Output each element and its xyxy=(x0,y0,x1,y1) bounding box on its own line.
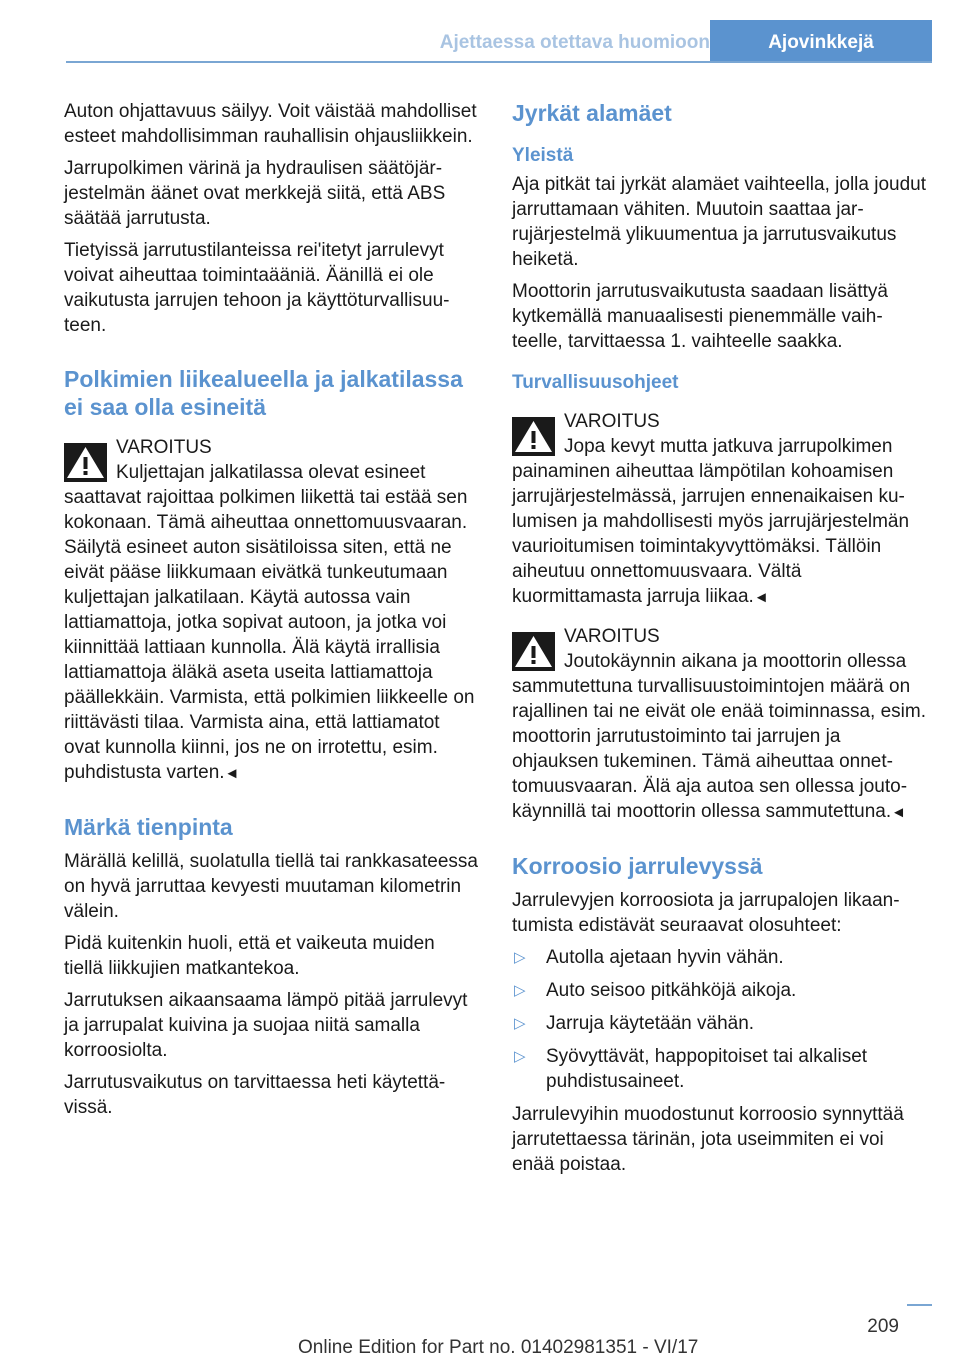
paragraph: Moottorin jarrutusvaikutusta saadaan lisättyä kytkemällä manuaalisesti pienemmälle vaihteelle, tarvittaessa 1. vaihteelle saakka. xyxy=(512,281,888,352)
page-header xyxy=(66,0,932,62)
chapter-tab: Ajovinkkejä xyxy=(710,20,932,63)
heading-wet-road: Märkä tienpinta xyxy=(64,814,233,840)
heading-pedals: Polkimien liikealueella ja jalkatilassa ei saa olla esineitä xyxy=(64,366,463,420)
left-column xyxy=(64,99,479,1127)
warning-first-line: Kuljettajan jalkatilassa olevat esineet xyxy=(116,462,426,483)
header-rule xyxy=(66,61,932,63)
warning-title: VAROITUS xyxy=(564,626,660,647)
subheading-general: Yleistä xyxy=(512,145,574,166)
list-item: ▷ Syövyttävät, happopitoiset tai alkaliset puhdistusaineet. xyxy=(514,1046,868,1092)
paragraph: Jarrutusvaikutus on tarvittaessa heti käytettävissä. xyxy=(64,1072,446,1118)
paragraph: Jarrulevyjen korroosiota ja jarrupalojen likaantumista edistävät seuraavat olosuhteet: xyxy=(512,890,900,936)
warning-block xyxy=(512,624,926,825)
paragraph: Märällä kelillä, suolatulla tiellä tai rankkasateessa on hyvä jarruttaa kevyesti muutaman kilometrin välein. xyxy=(64,851,478,922)
warning-text: saattavat rajoittaa polkimen liikettä tai estää sen kokonaan. Tämä aiheuttaa onnettomuusvaaran. Säilytä esineet auton sisätiloissa siten, että ne eivät pääse liikkumaan eivätkä tunkeutumaan kuljettajan jalkatilaan. Käytä autossa vain lattiamattoja, jotka sopivat autoon, ja jotka voi kiinnittää lattiaan kunnolla. Älä käytä irrallisia lattiamattoja äläkä aseta useita lattiamattoja päällekkäin. Varmista, että polkimien liikkeelle on riittävästi tilaa. Varmista aina, että lattiamatot ovat kunnolla kiinni, jos ne on irrotettu, esim. puhdistusta varten. xyxy=(64,487,475,783)
warning-title: VAROITUS xyxy=(116,437,212,458)
warning-triangle-icon xyxy=(64,443,107,482)
end-mark-icon: ◄ xyxy=(891,804,906,821)
list-item: ▷ Auto seisoo pitkähköjä aikoja. xyxy=(514,980,797,1001)
warning-title: VAROITUS xyxy=(564,411,660,432)
list-item: ▷ Jarruja käytetään vähän. xyxy=(514,1013,755,1034)
paragraph: Auton ohjattavuus säilyy. Voit väistää mahdolliset esteet mahdollisimman rauhallisin ohjausliikkein. xyxy=(64,101,477,147)
end-mark-icon: ◄ xyxy=(224,765,240,782)
warning-block xyxy=(512,409,926,610)
bullet-triangle-icon: ▷ xyxy=(514,1048,526,1065)
page-number: 209 xyxy=(867,1316,899,1337)
warning-first-line: Jopa kevyt mutta jatkuva jarrupolkimen xyxy=(564,436,893,457)
heading-corrosion: Korroosio jarrulevyssä xyxy=(512,853,763,879)
list-item: ▷ Autolla ajetaan hyvin vähän. xyxy=(514,947,784,968)
bullet-triangle-icon: ▷ xyxy=(514,949,526,966)
condition-list xyxy=(512,945,926,1094)
bullet-triangle-icon: ▷ xyxy=(514,982,526,999)
warning-text: painaminen aiheuttaa lämpötilan kohoamisen jarrujärjestelmässä, jarrujen ennenaikaisen kulumisen ja mahdollisesti myös jarrujärjestelmän vaurioitumisen toimintakyvyttömäksi. Tällöin aiheutuu onnettomuusvaara. Vältä kuormittamasta jarruja liikaa. xyxy=(512,461,910,607)
paragraph: Tietyissä jarrutustilanteissa rei'itetyt jarrulevyt voivat aiheuttaa toimintaääniä. Äänillä ei ole vaikutusta jarrujen tehoon ja käyttöturvallisuuteen. xyxy=(64,240,450,336)
section-title: Ajettaessa otettava huomioon xyxy=(439,32,710,53)
warning-block xyxy=(64,435,479,786)
warning-triangle-icon xyxy=(512,632,555,671)
paragraph: Aja pitkät tai jyrkät alamäet vaihteella, jolla joudut jarruttamaan vähiten. Muutoin saattaa jarrujärjestelmä ylikuumentua ja jarrutusvaikutus heiketä. xyxy=(512,174,927,270)
bullet-triangle-icon: ▷ xyxy=(514,1015,526,1032)
warning-text: sammutettuna turvallisuustoimintojen määrä on rajallinen tai ne eivät ole enää toiminnassa, esim. moottorin jarrutustoiminto tai jarrujen ja ohjauksen tukeminen. Tämä aiheuttaa onnettomuusvaaran. Älä aja autoa sen ollessa joutokäynnillä tai moottorin ollessa sammutettuna. xyxy=(512,676,927,822)
right-column xyxy=(512,99,926,1184)
paragraph: Jarrutuksen aikaansaama lämpö pitää jarrulevyt ja jarrupalat kuivina ja suojaa niitä samalla korroosiolta. xyxy=(64,990,468,1061)
warning-first-line: Joutokäynnin aikana ja moottorin ollessa xyxy=(564,651,907,672)
subheading-safety: Turvallisuusohjeet xyxy=(512,372,679,393)
paragraph: Jarrulevyihin muodostunut korroosio synnyttää jarrutettaessa tärinän, jota useimmiten ei voi enää poistaa. xyxy=(512,1104,904,1175)
end-mark-icon: ◄ xyxy=(753,589,769,606)
heading-steep-descents: Jyrkät alamäet xyxy=(512,100,672,126)
paragraph: Pidä kuitenkin huoli, että et vaikeuta muiden tiellä liikkujien matkantekoa. xyxy=(64,933,435,979)
edition-text: Online Edition for Part no. 01402981351 - VI/17 xyxy=(298,1337,699,1358)
warning-triangle-icon xyxy=(512,417,555,456)
footer-rule xyxy=(907,1304,932,1306)
paragraph: Jarrupolkimen värinä ja hydraulisen säätöjärjestelmän äänet ovat merkkejä siitä, että ABS säätää jarrutusta. xyxy=(64,158,446,229)
